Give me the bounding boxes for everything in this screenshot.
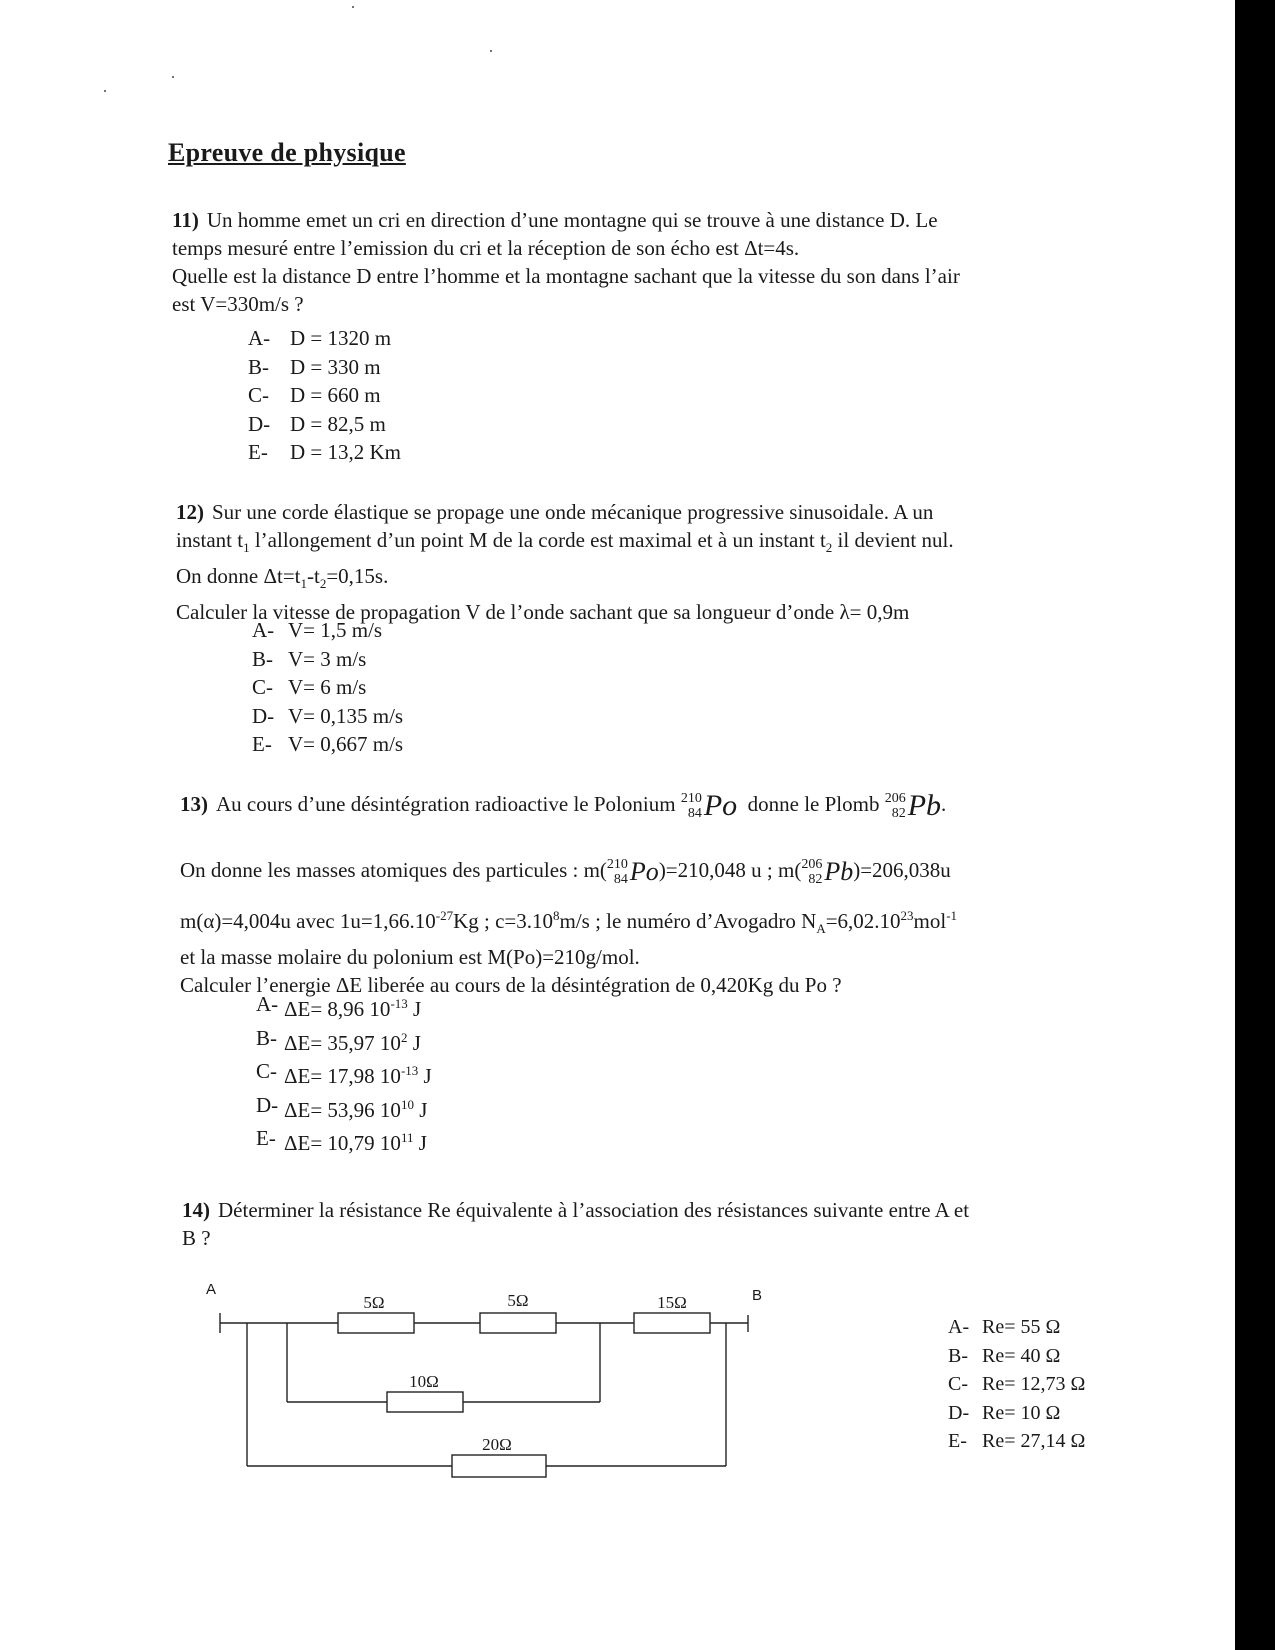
- option-letter: E-: [256, 1126, 276, 1150]
- q12-options: [252, 616, 403, 759]
- node-a-label: A: [206, 1281, 217, 1298]
- q12-option: [252, 616, 403, 645]
- atomic-number: 82: [891, 806, 906, 822]
- q12-line2-part: l’allongement d’un point M de la corde est maximal et à un instant t: [249, 528, 826, 552]
- option-text: [284, 1091, 427, 1125]
- option-text: [284, 1024, 421, 1058]
- q12-text: [176, 498, 954, 626]
- q13-line3-part: m(α)=4,004u avec 1u=1,66.10: [180, 909, 436, 933]
- subscript: 2: [319, 576, 327, 592]
- q13-line3: [180, 902, 957, 943]
- q13-line1: [180, 790, 946, 821]
- scan-speck: [490, 50, 492, 52]
- q13-line5: Calculer l’energie ΔE liberée au cours de la désintégration de 0,420Kg du Po ?: [180, 973, 842, 998]
- resistor-5ohm-1: [338, 1313, 414, 1333]
- q12-option: [252, 730, 403, 759]
- option-base: ΔE= 10,79 10: [284, 1131, 401, 1155]
- option-text: V= 3 m/s: [288, 646, 367, 671]
- q13-line1-part: donne le Plomb: [747, 792, 880, 816]
- element-symbol: Pb: [907, 789, 942, 823]
- superscript: -13: [400, 1063, 419, 1078]
- q13-option: [256, 1057, 432, 1091]
- option-letter: E-: [948, 1430, 967, 1452]
- option-text: Re= 27,14 Ω: [982, 1430, 1086, 1452]
- q13-line2-part: )=210,048 u ; m(: [658, 858, 802, 882]
- option-text: D = 13,2 Km: [290, 440, 402, 464]
- q11-line4: est V=330m/s ?: [172, 292, 304, 316]
- option-letter: E-: [248, 440, 268, 464]
- option-text: V= 0,667 m/s: [288, 732, 404, 756]
- q12-line3: [176, 562, 954, 598]
- q13-line1-part: Au cours d’une désintégration radioactive le Polonium: [216, 792, 676, 816]
- option-letter: C-: [248, 383, 269, 407]
- superscript: 10: [400, 1096, 414, 1112]
- option-text: Re= 55 Ω: [982, 1316, 1061, 1338]
- q13-options: [256, 990, 432, 1158]
- q13-text: [180, 902, 957, 999]
- q13-line1-part: .: [941, 792, 947, 816]
- option-letter: D-: [256, 1092, 279, 1117]
- polonium-nuclide: [681, 791, 737, 821]
- q12-line4: Calculer la vitesse de propagation V de l’onde sachant que sa longueur d’onde λ= 0,9m: [176, 600, 910, 625]
- q12-option: [252, 702, 403, 731]
- q14-option: [948, 1313, 1085, 1342]
- option-letter: D-: [948, 1401, 970, 1424]
- option-unit: J: [407, 1030, 421, 1055]
- superscript: 8: [553, 908, 560, 923]
- resistor-circuit-diagram: [190, 1270, 770, 1500]
- option-base: ΔE= 35,97 10: [284, 1030, 401, 1055]
- q14-option: [948, 1370, 1085, 1399]
- option-letter: A-: [252, 618, 275, 642]
- option-text: Re= 10 Ω: [982, 1401, 1061, 1424]
- q13-line2: [180, 856, 951, 887]
- option-text: Re= 12,73 Ω: [982, 1373, 1086, 1395]
- q11-options: [248, 324, 401, 467]
- q13-line2-part: On donne les masses atomiques des particules : m(: [180, 858, 607, 882]
- element-symbol: Pb: [824, 857, 854, 887]
- superscript: 23: [900, 908, 914, 923]
- option-letter: B-: [948, 1344, 968, 1367]
- superscript: 11: [400, 1130, 414, 1145]
- q11-line2: temps mesuré entre l’emission du cri et la réception de son écho est Δt=4s.: [172, 236, 800, 260]
- q14-options: [948, 1313, 1085, 1456]
- q12-number: 12): [176, 500, 204, 524]
- scan-border: [1235, 0, 1275, 1650]
- resistor-label: 10Ω: [409, 1372, 439, 1391]
- mass-number: 206: [884, 791, 906, 807]
- q14-text: [182, 1196, 969, 1252]
- q11-line1: Un homme emet un cri en direction d’une montagne qui se trouve à une distance D. Le: [206, 208, 938, 232]
- scan-speck: [172, 76, 174, 78]
- option-text: [284, 990, 421, 1024]
- q11-text: [172, 206, 960, 318]
- q14-option: [948, 1427, 1085, 1456]
- option-letter: B-: [252, 646, 273, 671]
- q13-line3-part: m/s ; le numéro d’Avogadro N: [559, 909, 817, 933]
- option-text: [284, 1057, 432, 1091]
- option-letter: B-: [256, 1025, 277, 1050]
- option-letter: B-: [248, 354, 269, 379]
- q14-line1: Déterminer la résistance Re équivalente à l’association des résistances suivante entre A et: [218, 1198, 970, 1222]
- mass-number: 210: [680, 791, 702, 807]
- option-base: ΔE= 8,96 10: [284, 997, 391, 1021]
- option-text: V= 6 m/s: [288, 675, 367, 699]
- option-text: D = 330 m: [290, 354, 381, 379]
- option-base: ΔE= 53,96 10: [284, 1097, 401, 1122]
- q13-option: [256, 1124, 432, 1158]
- q14-number: 14): [182, 1198, 210, 1222]
- option-unit: J: [413, 1131, 427, 1155]
- q14-option: [948, 1399, 1085, 1428]
- option-unit: J: [407, 997, 422, 1021]
- q13-line3-part: =6,02.10: [825, 909, 901, 933]
- q13-option: [256, 1091, 432, 1125]
- option-letter: C-: [252, 675, 273, 699]
- superscript: -27: [435, 908, 454, 923]
- option-letter: A-: [248, 326, 271, 350]
- q12-line2: [176, 526, 954, 562]
- mass-number: 206: [801, 857, 823, 873]
- q12-line2-part: il devient nul.: [832, 528, 954, 552]
- option-text: D = 660 m: [290, 383, 381, 407]
- superscript: -13: [390, 996, 408, 1011]
- option-letter: E-: [252, 732, 272, 756]
- resistor-15ohm: [634, 1313, 710, 1333]
- subscript: 2: [825, 540, 833, 556]
- subscript: 1: [243, 540, 250, 556]
- resistor-label: 5Ω: [507, 1291, 529, 1310]
- q11-option: [248, 324, 401, 353]
- lead-nuclide: [885, 791, 941, 821]
- superscript: 2: [400, 1029, 408, 1045]
- option-letter: A-: [948, 1316, 970, 1338]
- q13-option: [256, 990, 432, 1024]
- lead-nuclide: [801, 857, 853, 887]
- atomic-number: 84: [687, 806, 702, 822]
- q12-line1: Sur une corde élastique se propage une onde mécanique progressive sinusoidale. A un: [212, 500, 934, 524]
- q13-line4: et la masse molaire du polonium est M(Po)=210g/mol.: [180, 945, 640, 970]
- option-letter: D-: [248, 411, 271, 436]
- option-text: V= 1,5 m/s: [288, 618, 383, 642]
- q12-option: [252, 673, 403, 702]
- option-letter: C-: [256, 1059, 277, 1083]
- page-title: Epreuve de physique: [168, 138, 406, 167]
- element-symbol: Po: [629, 857, 659, 887]
- option-letter: C-: [948, 1373, 968, 1395]
- scan-speck: [352, 6, 354, 8]
- resistor-5ohm-2: [480, 1313, 556, 1333]
- q11-option: [248, 410, 401, 439]
- q11-number: 11): [172, 208, 199, 232]
- q14-option: [948, 1342, 1085, 1371]
- option-text: [284, 1124, 427, 1158]
- option-text: V= 0,135 m/s: [288, 703, 404, 728]
- subscript: A: [816, 921, 826, 937]
- q12-line3-part: -t: [307, 564, 320, 589]
- q11-option: [248, 381, 401, 410]
- element-symbol: Po: [703, 789, 738, 823]
- atomic-number: 82: [808, 872, 823, 888]
- q12-line2-part: instant t: [176, 528, 244, 552]
- resistor-20ohm: [452, 1455, 546, 1477]
- option-letter: A-: [256, 992, 279, 1016]
- q12-line3-part: On donne Δt=t: [176, 564, 301, 589]
- q13-line3-part: Kg ; c=3.10: [453, 909, 553, 933]
- scan-speck: [104, 90, 106, 92]
- q13-line3-part: mol: [913, 909, 947, 933]
- q11-option: [248, 438, 401, 467]
- q12-option: [252, 645, 403, 674]
- option-text: Re= 40 Ω: [982, 1344, 1061, 1367]
- option-letter: D-: [252, 703, 275, 728]
- resistor-label: 20Ω: [482, 1435, 512, 1454]
- q13-line2-part: )=206,038u: [853, 858, 951, 882]
- subscript: 1: [300, 576, 308, 592]
- mass-number: 210: [606, 857, 628, 873]
- resistor-10ohm: [387, 1392, 463, 1412]
- q13-number: 13): [180, 792, 208, 816]
- atomic-number: 84: [613, 872, 628, 888]
- option-unit: J: [418, 1064, 432, 1088]
- resistor-label: 15Ω: [657, 1293, 687, 1312]
- q13-option: [256, 1024, 432, 1058]
- option-unit: J: [413, 1097, 428, 1122]
- node-b-label: B: [752, 1287, 763, 1304]
- polonium-nuclide: [607, 857, 659, 887]
- superscript: -1: [946, 908, 958, 923]
- q14-line2: B ?: [182, 1226, 211, 1250]
- option-text: D = 82,5 m: [290, 411, 386, 436]
- option-base: ΔE= 17,98 10: [284, 1064, 401, 1088]
- q12-line3-part: =0,15s.: [326, 564, 389, 589]
- resistor-label: 5Ω: [363, 1293, 385, 1312]
- option-text: D = 1320 m: [290, 326, 392, 350]
- q11-option: [248, 353, 401, 382]
- q11-line3: Quelle est la distance D entre l’homme et la montagne sachant que la vitesse du son dans l’air: [172, 264, 960, 288]
